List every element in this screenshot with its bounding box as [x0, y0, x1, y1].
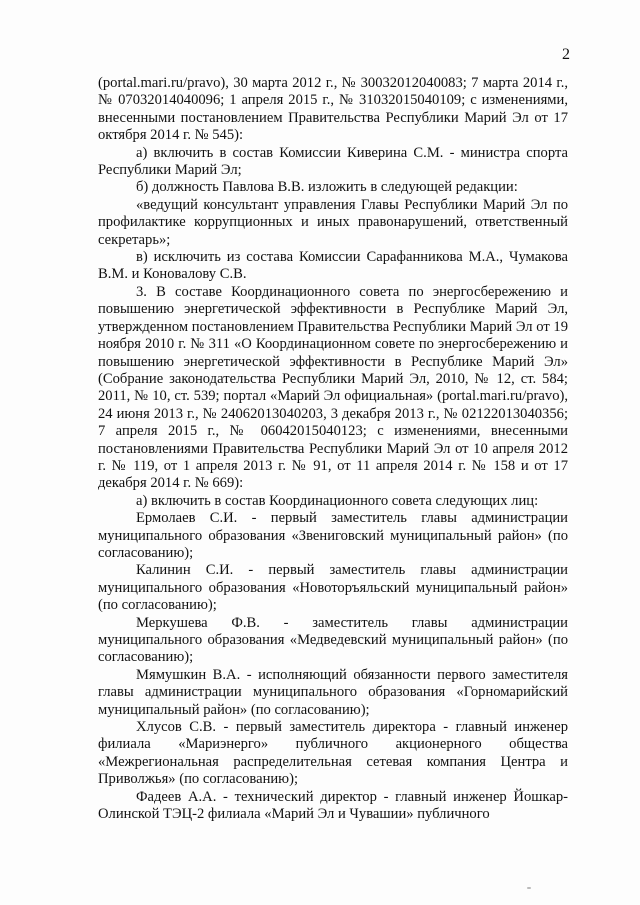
member-merkusheva: Меркушева Ф.В. - заместитель главы администрации муниципального образования «Медведевский муниципальный район» (по согласованию); [98, 614, 568, 666]
document-body [98, 75, 568, 823]
page-number: 2 [562, 46, 570, 63]
paragraph-section-3: 3. В составе Координационного совета по энергосбережению и повышению энергетической эффективности в Республике Марий Эл, утвержденном постановлением Правительства Республики Марий Эл от 19 ноября 2010 г. № 311 «О Координационном совете по энергосбережению и повышению энергетической эффективности в Республике Марий Эл» (Собрание законодательства Республики Марий Эл, 2010, № 12, ст. 584; 2011, № 10, ст. 539; портал «Марий Эл официальная» (portal.mari.ru/pravo), 24 июня 2013 г., № 24062013040203, 3 декабря 2013 г., № 02122013040356; 7 апреля 2015 г., № 06042015040123; с изменениями, внесенными постановлениями Правительства Республики Марий Эл от 10 апреля 2012 г. № 119, от 1 апреля 2013 г. № 91, от 11 апреля 2014 г. № 158 и от 17 декабря 2014 г. № 669): [98, 283, 568, 492]
member-ermolaev: Ермолаев С.И. - первый заместитель главы администрации муниципального образования «Звениговский муниципальный район» (по согласованию); [98, 510, 568, 561]
paragraph-item-b-pavlov: б) должность Павлова В.В. изложить в следующей редакции: [136, 179, 518, 196]
member-fadeev: Фадеев А.А. - технический директор - главный инженер Йошкар-Олинской ТЭЦ-2 филиала «Марий Эл и Чувашии» публичного [98, 788, 568, 823]
paragraph-item-a-kiverin: а) включить в состав Комиссии Киверина С.М. - министра спорта Республики Марий Эл; [98, 144, 568, 179]
scan-artifact [527, 887, 531, 889]
paragraph-pavlov-new-position: «ведущий консультант управления Главы Республики Марий Эл по профилактике коррупционных и иных правонарушений, ответственный секретарь»; [98, 196, 568, 248]
member-kalinin: Калинин С.И. - первый заместитель главы администрации муниципального образования «Новоторъяльский муниципальный район» (по согласованию); [98, 562, 568, 614]
paragraph-item-v-exclude: в) исключить из состава Комиссии Сарафанникова М.А., Чумакова В.М. и Коновалову С.В. [98, 249, 568, 283]
paragraph-section-3-item-a: а) включить в состав Координационного совета следующих лиц: [136, 492, 539, 509]
paragraph-continuation-1: (portal.mari.ru/pravo), 30 марта 2012 г., № 30032012040083; 7 марта 2014 г., № 07032014040096; 1 апреля 2015 г., № 31032015040109; с изменениями, внесенными постановлением Правительства Республики Марий Эл от 17 октября 2014 г. № 545): [98, 75, 568, 144]
member-myamushkin: Мямушкин В.А. - исполняющий обязанности первого заместителя главы администрации муниципального образования «Горномарийский муниципальный район» (по согласованию); [98, 666, 568, 718]
member-khlusov: Хлусов С.В. - первый заместитель директора - главный инженер филиала «Мариэнерго» публичного акционерного общества «Межрегиональная распределительная сетевая компания Центра и Приволжья» (по согласованию); [98, 719, 568, 788]
